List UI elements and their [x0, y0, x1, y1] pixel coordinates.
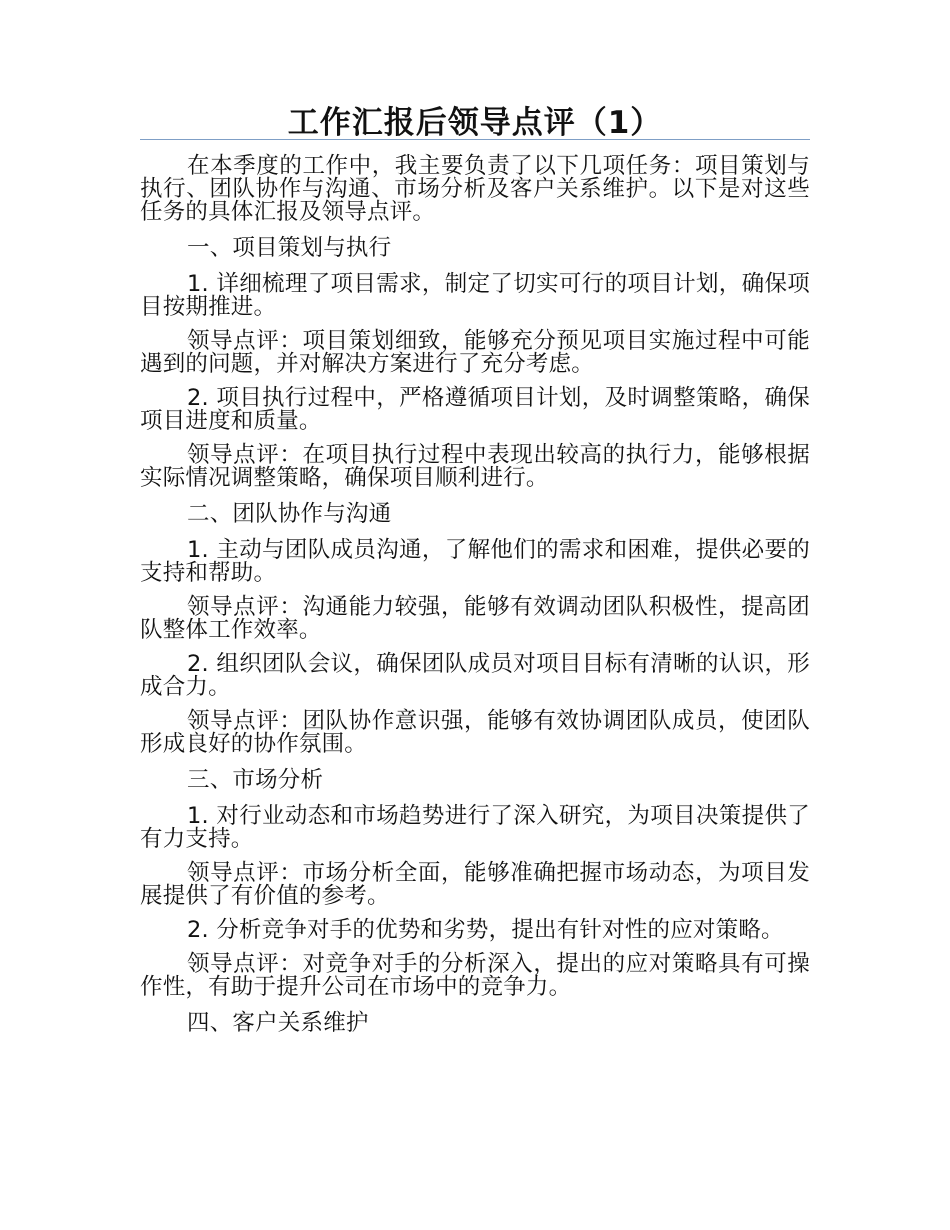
comment-paragraph: 领导点评：项目策划细致，能够充分预见项目实施过程中可能遇到的问题，并对解决方案进行了充分考虑。	[140, 328, 810, 377]
intro-paragraph: 在本季度的工作中，我主要负责了以下几项任务：项目策划与执行、团队协作与沟通、市场分析及客户关系维护。以下是对这些任务的具体汇报及领导点评。	[140, 153, 810, 225]
report-paragraph: 2. 分析竞争对手的优势和劣势，提出有针对性的应对策略。	[187, 917, 784, 943]
report-paragraph: 2. 项目执行过程中，严格遵循项目计划，及时调整策略，确保项目进度和质量。	[140, 385, 810, 434]
report-paragraph: 1. 主动与团队成员沟通，了解他们的需求和困难，提供必要的支持和帮助。	[140, 537, 810, 586]
comment-paragraph: 领导点评：团队协作意识强，能够有效协调团队成员，使团队形成良好的协作氛围。	[140, 708, 810, 757]
section-heading-2: 二、团队协作与沟通	[187, 501, 392, 527]
comment-paragraph: 领导点评：市场分析全面，能够准确把握市场动态，为项目发展提供了有价值的参考。	[140, 860, 810, 909]
comment-paragraph: 领导点评：沟通能力较强，能够有效调动团队积极性，提高团队整体工作效率。	[140, 594, 810, 643]
report-paragraph: 1. 对行业动态和市场趋势进行了深入研究，为项目决策提供了有力支持。	[140, 803, 810, 852]
section-heading-4: 四、客户关系维护	[187, 1010, 369, 1036]
document-title: 工作汇报后领导点评（1）	[287, 105, 663, 141]
report-paragraph: 1. 详细梳理了项目需求，制定了切实可行的项目计划，确保项目按期推进。	[140, 271, 810, 320]
title-underline	[140, 139, 810, 140]
section-heading-3: 三、市场分析	[187, 767, 324, 793]
report-paragraph: 2. 组织团队会议，确保团队成员对项目目标有清晰的认识，形成合力。	[140, 651, 810, 700]
document-body	[140, 155, 810, 1048]
comment-paragraph: 领导点评：对竞争对手的分析深入，提出的应对策略具有可操作性，有助于提升公司在市场中的竞争力。	[140, 951, 810, 1000]
section-heading-1: 一、项目策划与执行	[187, 235, 392, 261]
comment-paragraph: 领导点评：在项目执行过程中表现出较高的执行力，能够根据实际情况调整策略，确保项目顺利进行。	[140, 442, 810, 491]
